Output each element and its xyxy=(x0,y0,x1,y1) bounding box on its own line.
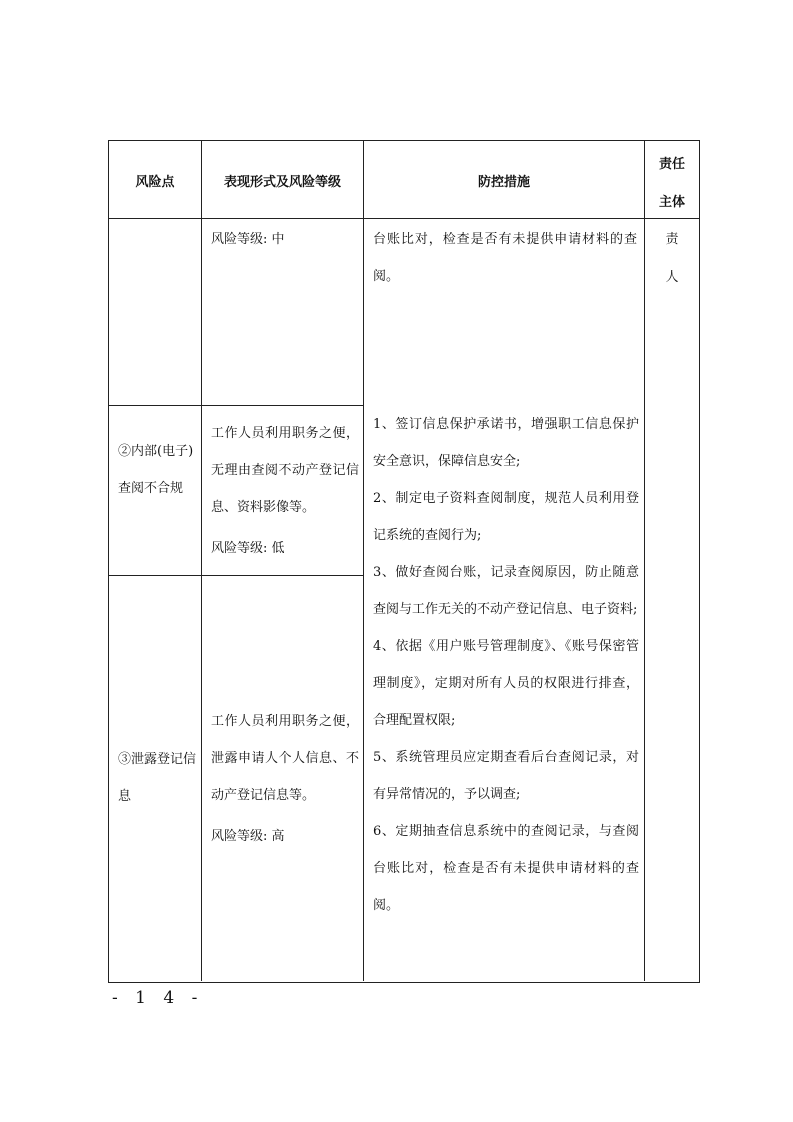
measure-item-4: 4、依据《用户账号管理制度》、《账号保密管理制度》，定期对所有人员的权限进行排查，合理配置权限; xyxy=(373,639,639,728)
header-divider xyxy=(109,218,699,219)
risk-level-high: 风险等级: 高 xyxy=(211,829,285,844)
header-responsible-1: 责任 xyxy=(658,157,685,172)
row-divider-2 xyxy=(109,575,363,576)
measures-list xyxy=(373,406,639,924)
page-number: - 1 4 - xyxy=(112,988,204,1008)
cont-measure-text: 台账比对，检查是否有未提供申请材料的查阅。 xyxy=(373,232,637,284)
responsible-char-2: 人 xyxy=(665,270,679,285)
col-divider-2 xyxy=(363,141,364,981)
measure-item-2: 2、制定电子资料查阅制度，规范人员利用登记系统的查阅行为; xyxy=(373,491,639,543)
header-risk-point: 风险点 xyxy=(135,175,175,190)
header-measures: 防控措施 xyxy=(477,175,530,190)
risk-level-low: 风险等级: 低 xyxy=(211,541,285,556)
risk-point-leak-info: ③泄露登记信息 xyxy=(118,752,197,804)
risk-point-internal-access: ②内部(电子)查阅不合规 xyxy=(118,444,194,496)
cont-risk-level: 风险等级: 中 xyxy=(211,232,285,247)
risk-table xyxy=(108,140,700,983)
manifestation-leak-info: 工作人员利用职务之便，泄露申请人个人信息、不动产登记信息等。 xyxy=(211,714,359,803)
row-divider-1 xyxy=(109,405,363,406)
measure-item-1: 1、签订信息保护承诺书，增强职工信息保护安全意识，保障信息安全; xyxy=(373,417,639,469)
measure-item-3: 3、做好查阅台账，记录查阅原因，防止随意查阅与工作无关的不动产登记信息、电子资料; xyxy=(373,565,639,617)
header-responsible-2: 主体 xyxy=(658,195,685,210)
measure-item-6: 6、定期抽查信息系统中的查阅记录，与查阅台账比对，检查是否有未提供申请材料的查阅。 xyxy=(373,824,639,913)
measure-item-5: 5、系统管理员应定期查看后台查阅记录，对有异常情况的，予以调查; xyxy=(373,750,639,802)
header-manifestation: 表现形式及风险等级 xyxy=(223,175,341,190)
col-divider-1 xyxy=(201,141,202,981)
manifestation-internal-access: 工作人员利用职务之便，无理由查阅不动产登记信息、资料影像等。 xyxy=(211,426,359,515)
responsible-char-1: 责 xyxy=(665,232,679,247)
